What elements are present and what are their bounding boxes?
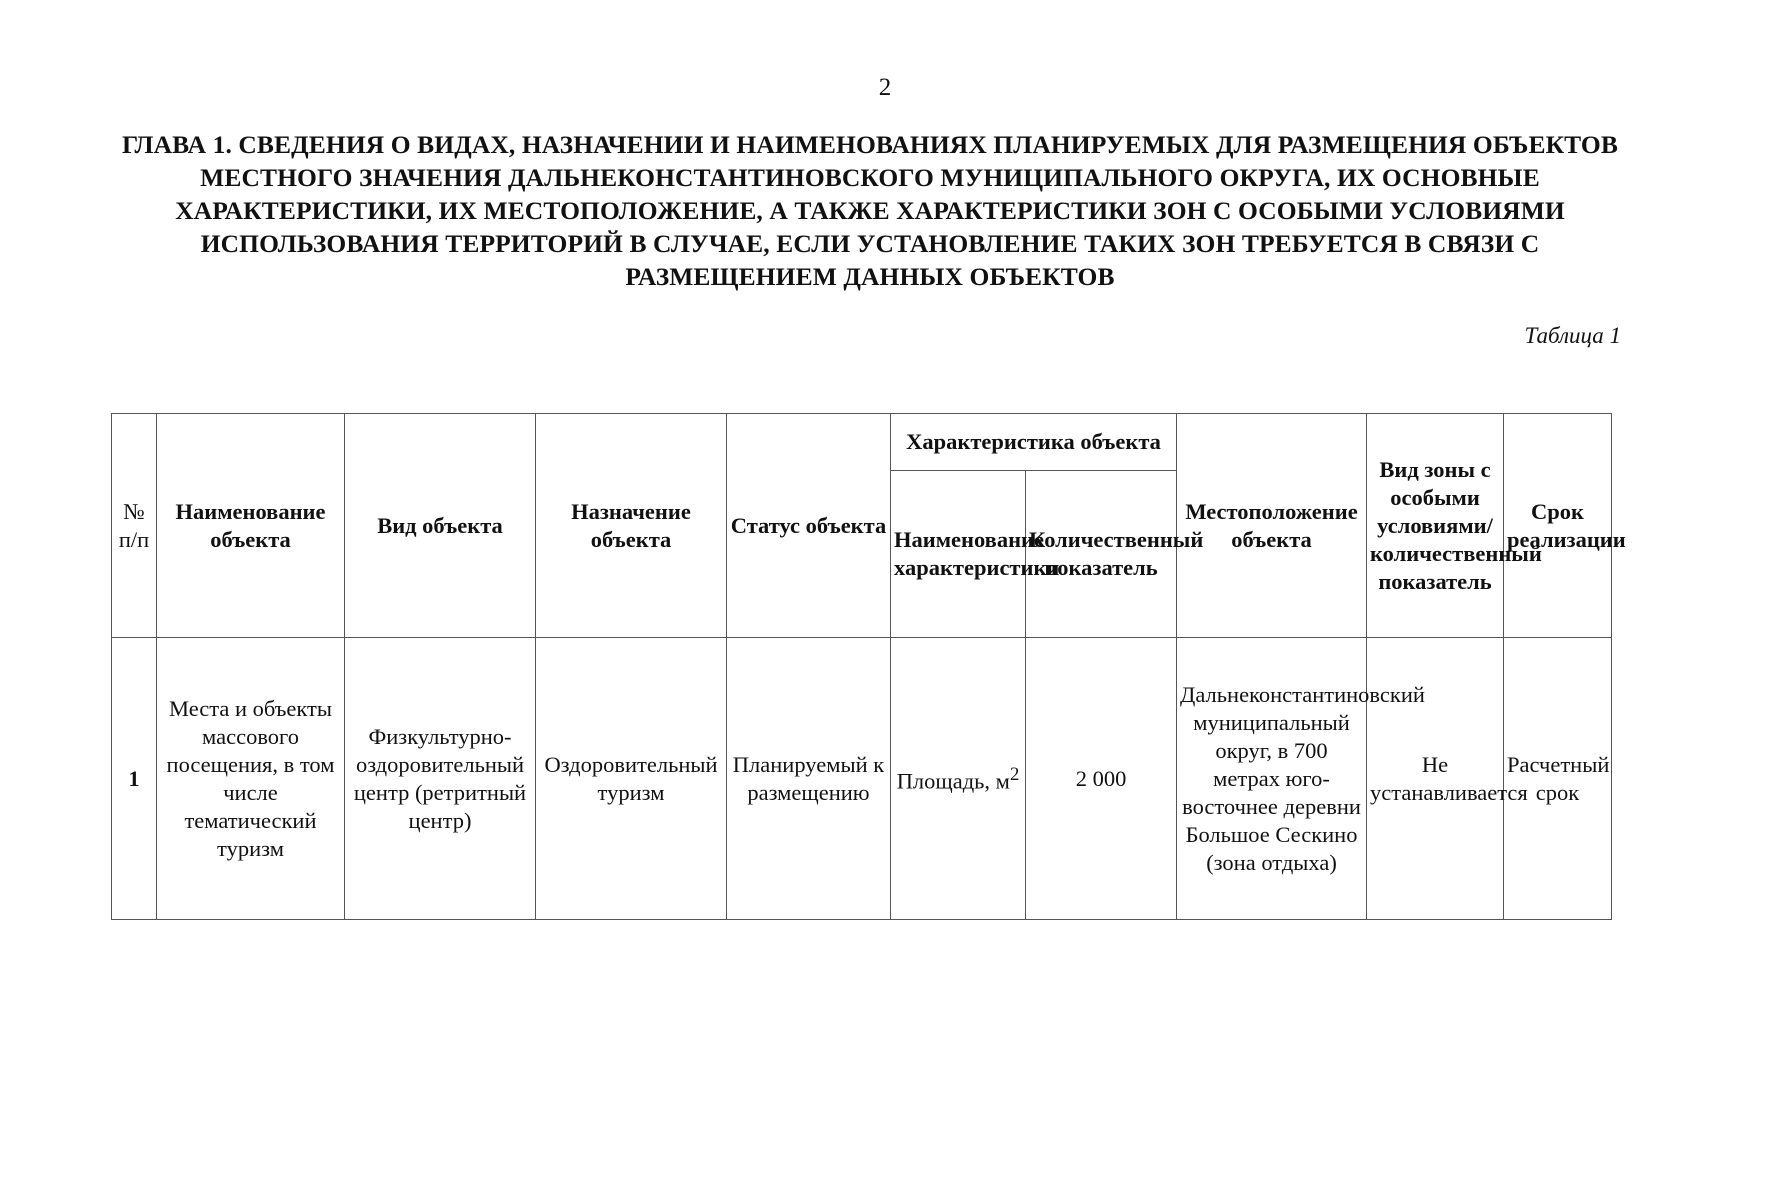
cell-status: Планируемый к размещению [727, 638, 891, 920]
cell-name: Места и объекты массового посещения, в том числе тематический туризм [157, 638, 345, 920]
cell-type: Физкультурно-оздоровительный центр (ретритный центр) [345, 638, 536, 920]
header-status: Статус объекта [727, 414, 891, 638]
header-term: Срок реализации [1504, 414, 1612, 638]
header-location: Местоположение объекта [1177, 414, 1367, 638]
chapter-title: ГЛАВА 1. СВЕДЕНИЯ О ВИДАХ, НАЗНАЧЕНИИ И НАИМЕНОВАНИЯХ ПЛАНИРУЕМЫХ ДЛЯ РАЗМЕЩЕНИЯ ОБЪЕКТОВ МЕСТНОГО ЗНАЧЕНИЯ ДАЛЬНЕКОНСТАНТИНОВСКОГО МУНИЦИПАЛЬНОГО ОКРУГА, ИХ ОСНОВНЫЕ ХАРАКТЕРИСТИКИ, ИХ МЕСТОПОЛОЖЕНИЕ, А ТАКЖЕ ХАРАКТЕРИСТИКИ ЗОН С ОСОБЫМИ УСЛОВИЯМИ ИСПОЛЬЗОВАНИЯ ТЕРРИТОРИЙ В СЛУЧАЕ, ЕСЛИ УСТАНОВЛЕНИЕ ТАКИХ ЗОН ТРЕБУЕТСЯ В СВЯЗИ С РАЗМЕЩЕНИЕМ ДАННЫХ ОБЪЕКТОВ [122, 130, 1618, 291]
header-num: № п/п [112, 414, 157, 638]
location-note: (зона отдыха) [1206, 849, 1337, 875]
header-purpose: Назначение объекта [536, 414, 727, 638]
cell-characteristic-name [891, 638, 1026, 920]
cell-purpose: Оздоровительный туризм [536, 638, 727, 920]
table-caption: Таблица 1 [1524, 323, 1621, 348]
cell-quantity: 2 000 [1026, 638, 1177, 920]
table-row [112, 638, 1612, 920]
cell-term: Расчетный срок [1504, 638, 1612, 920]
header-name: Наименование объекта [157, 414, 345, 638]
cell-zone: Не устанавливается [1367, 638, 1504, 920]
unit-superscript: 2 [1009, 764, 1020, 786]
cell-location [1177, 638, 1425, 920]
header-type: Вид объекта [345, 414, 536, 638]
header-characteristic-name: Наименование характеристики [891, 471, 1026, 638]
characteristic-name-text: Площадь, м [896, 768, 1010, 794]
header-quantity: Количественный показатель [1026, 471, 1177, 638]
header-zone: Вид зоны с особыми условиями/ количественный показатель [1367, 414, 1504, 638]
page-number: 2 [878, 74, 892, 101]
objects-table [111, 413, 1626, 920]
header-characteristic-group: Характеристика объекта [891, 414, 1177, 471]
cell-num: 1 [112, 638, 157, 920]
location-text: Дальнеконстантиновский муниципальный округ, в 700 метрах юго-восточнее деревни Большое Сескино [1180, 681, 1425, 847]
